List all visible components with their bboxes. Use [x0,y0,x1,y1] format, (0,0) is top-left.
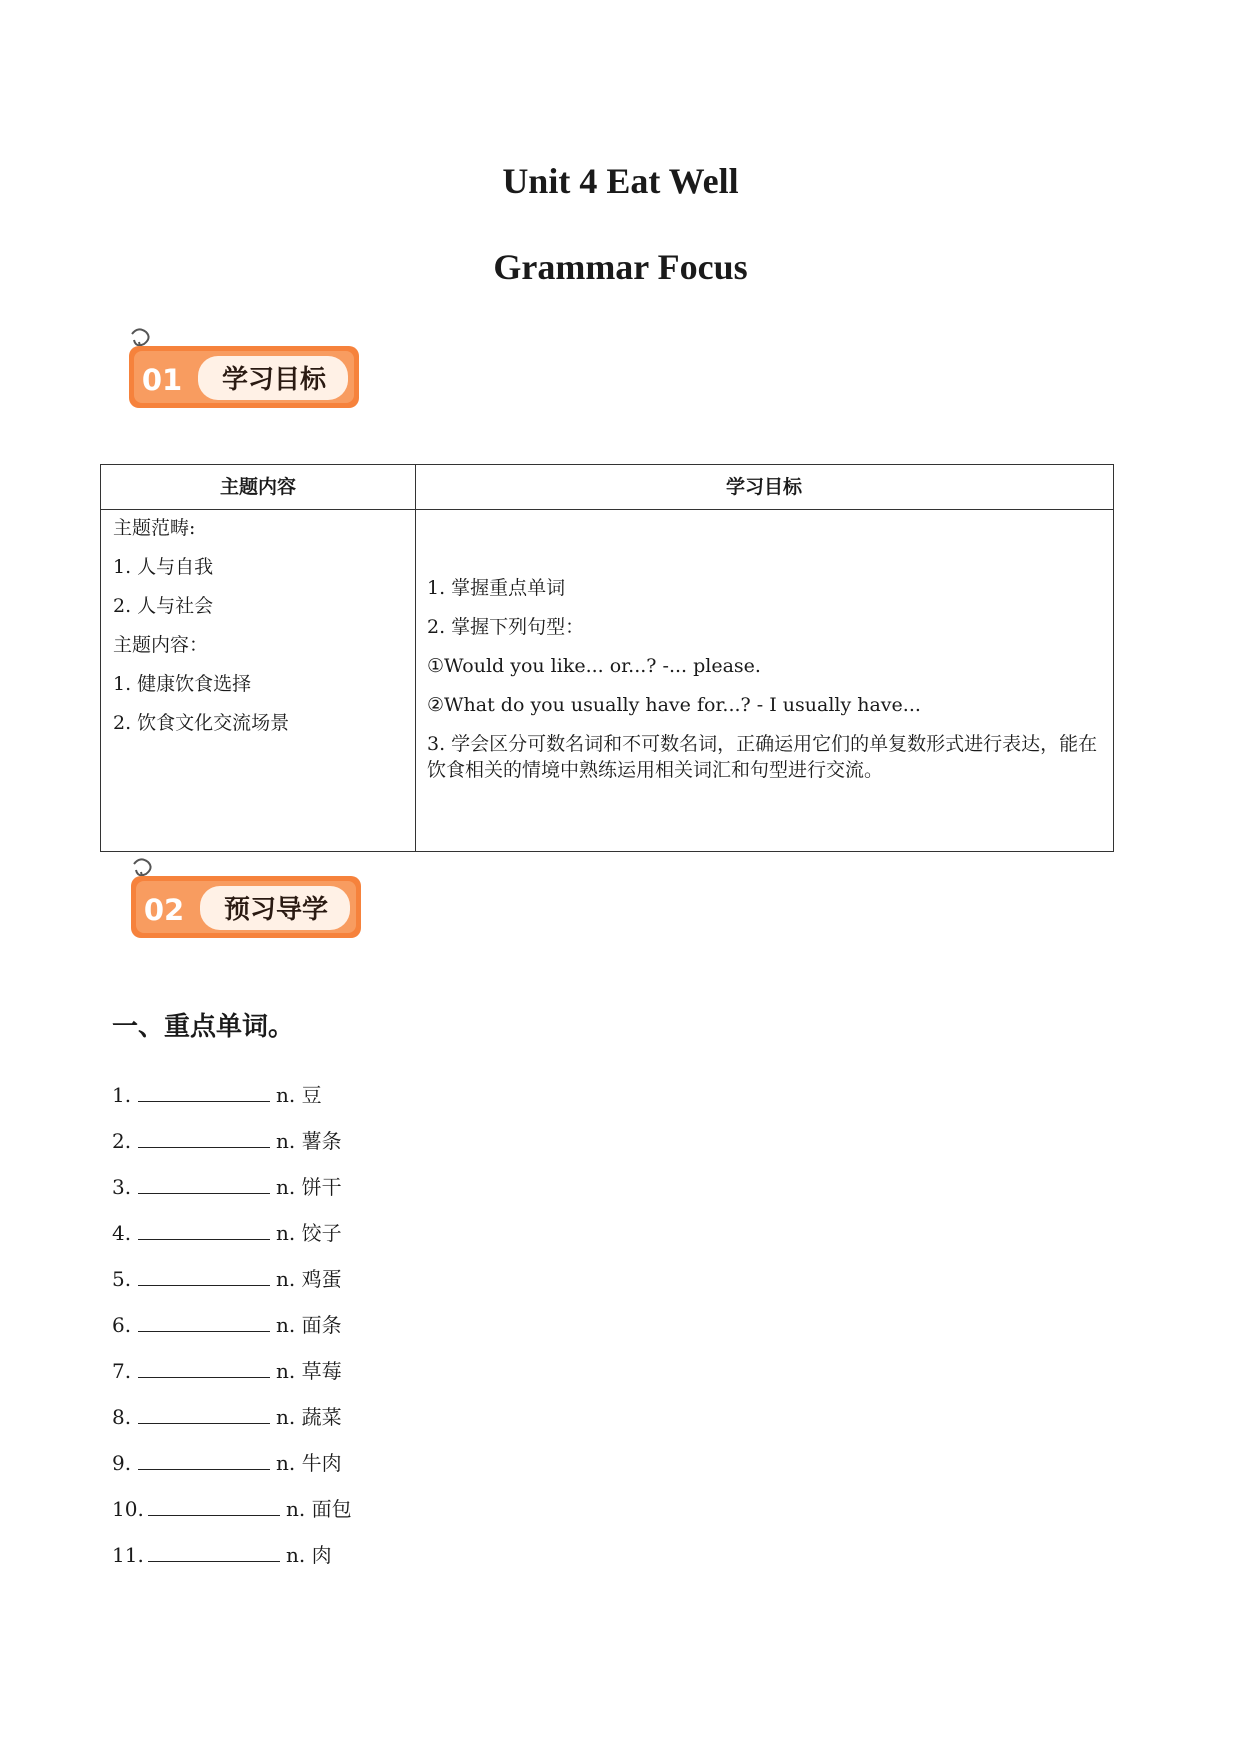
item-number: 3. [112,1175,132,1199]
table-header-theme: 主题内容 [219,476,296,498]
answer-blank[interactable] [148,1493,280,1516]
item-number: 6. [112,1313,132,1337]
section-number: 01 [141,363,183,397]
item-number: 5. [112,1267,132,1291]
theme-cell [113,509,408,743]
item-number: 11. [112,1543,144,1567]
list-item [112,1302,352,1348]
list-item [112,1256,352,1302]
list-item [112,1164,352,1210]
item-meaning: n. 牛肉 [276,1451,342,1475]
section-badge-preview [122,852,362,942]
goal-line: 3. 学会区分可数名词和不可数名词，正确运用它们的单复数形式进行表达，能在饮食相关的情境中熟练运用相关词汇和句型进行交流。 [427,733,1098,781]
item-number: 4. [112,1221,132,1245]
goal-line: 2. 掌握下列句型： [427,616,585,638]
answer-blank[interactable] [138,1125,270,1148]
answer-blank[interactable] [138,1263,270,1286]
list-item [112,1394,352,1440]
section-label: 预习导学 [223,895,328,925]
item-number: 1. [112,1083,132,1107]
item-number: 7. [112,1359,132,1383]
list-item [112,1072,352,1118]
objectives-table [100,464,1114,852]
item-meaning: n. 蔬菜 [276,1405,342,1429]
item-meaning: n. 豆 [276,1083,322,1107]
item-meaning: n. 饼干 [276,1175,342,1199]
goal-line: 1. 掌握重点单词 [427,577,566,599]
page-title: Unit 4 Eat Well [502,161,739,201]
vocabulary-list [112,1072,352,1578]
goal-line: ①Would you like... or...? -... please. [427,655,761,677]
item-number: 9. [112,1451,132,1475]
list-item [112,1440,352,1486]
vocabulary-heading: 一、重点单词。 [112,1012,295,1042]
answer-blank[interactable] [138,1401,270,1424]
section-badge-objectives [120,322,360,412]
page-subtitle: Grammar Focus [493,247,748,287]
item-meaning: n. 肉 [286,1543,332,1567]
section-number: 02 [143,893,185,927]
answer-blank[interactable] [138,1309,270,1332]
list-item [112,1210,352,1256]
answer-blank[interactable] [138,1355,270,1378]
theme-line: 1. 人与自我 [113,556,214,578]
item-meaning: n. 鸡蛋 [276,1267,342,1291]
list-item [112,1532,352,1578]
item-number: 10. [112,1497,144,1521]
item-meaning: n. 饺子 [276,1221,342,1245]
answer-blank[interactable] [148,1539,280,1562]
answer-blank[interactable] [138,1447,270,1470]
item-number: 2. [112,1129,132,1153]
theme-line: 2. 饮食文化交流场景 [113,712,290,734]
theme-line: 2. 人与社会 [113,595,214,617]
item-meaning: n. 草莓 [276,1359,342,1383]
table-divider [415,465,416,851]
list-item [112,1348,352,1394]
section-label: 学习目标 [221,365,326,395]
theme-line: 主题内容： [113,634,209,656]
answer-blank[interactable] [138,1217,270,1240]
theme-line: 主题范畴: [113,517,196,539]
theme-line: 1. 健康饮食选择 [113,673,252,695]
item-meaning: n. 面条 [276,1313,342,1337]
table-header-goals: 学习目标 [725,476,802,498]
goals-cell [427,569,1103,783]
list-item [112,1118,352,1164]
answer-blank[interactable] [138,1171,270,1194]
goal-line: ②What do you usually have for...? - I usually have... [427,694,921,716]
item-meaning: n. 薯条 [276,1129,342,1153]
item-number: 8. [112,1405,132,1429]
answer-blank[interactable] [138,1079,270,1102]
list-item [112,1486,352,1532]
item-meaning: n. 面包 [286,1497,352,1521]
